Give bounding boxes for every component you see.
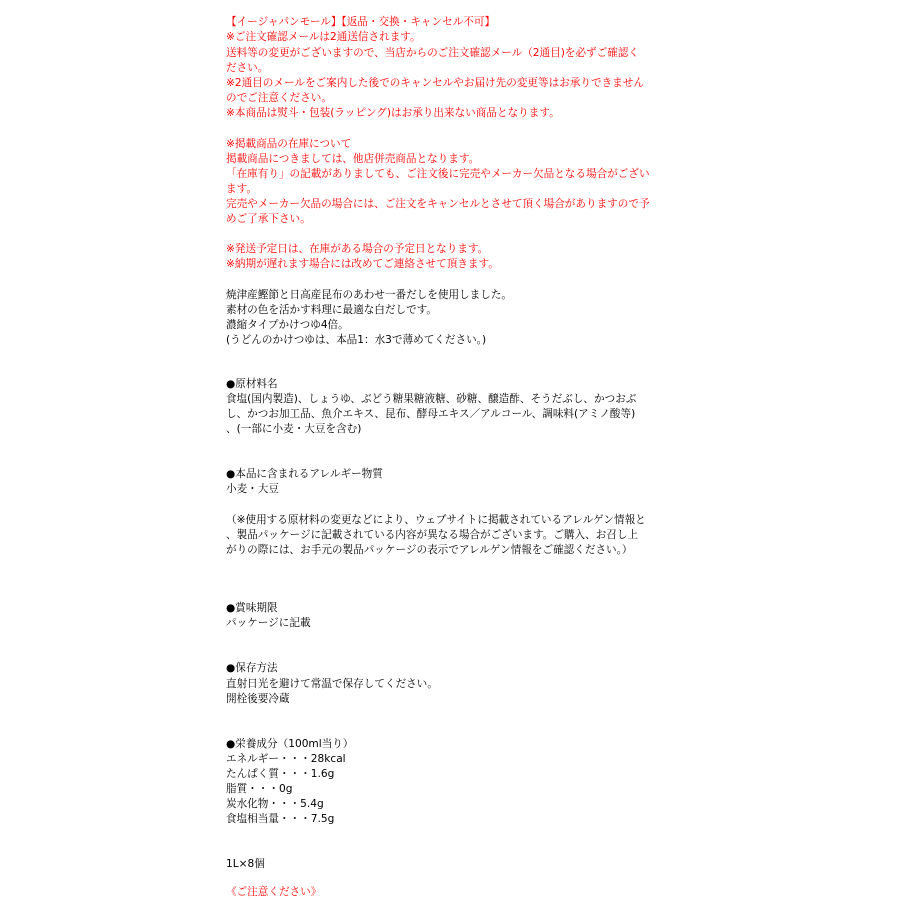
description-line: (うどんのかけつゆは、本品1：水3で薄めてください。): [226, 334, 487, 346]
stock-notice-line: 「在庫有り」の記載がありましても、ご注文後に完売やメーカー欠品となる場合がござい: [226, 168, 650, 180]
store-policy-line: 【イージャパンモール】【返品・交換・キャンセル不可】: [226, 16, 496, 28]
best-before-heading: ●賞味期限: [226, 602, 278, 614]
store-policy-line: ※2通目のメールをご案内した後でのキャンセルやお届け先の変更等はお承りできません: [226, 77, 644, 89]
storage-line: 直射日光を避けて常温で保存してください。: [226, 678, 438, 690]
shipping-notice-line: ※納期が遅れます場合には改めてご連絡させて頂きます。: [226, 258, 499, 270]
nutrition-line: 食塩相当量・・・7.5g: [226, 813, 335, 825]
store-policy-line: のでご注意ください。: [226, 92, 332, 104]
ingredients-line: 、(一部に小麦・大豆を含む): [226, 423, 362, 435]
ingredients-heading: ●原材料名: [226, 378, 278, 390]
nutrition-line: 炭水化物・・・5.4g: [226, 798, 324, 810]
storage-heading: ●保存方法: [226, 662, 278, 674]
description-line: 焼津産鰹節と日高産昆布のあわせ一番だしを使用しました。: [226, 289, 513, 301]
allergens-heading: ●本品に含まれるアレルギー物質: [226, 468, 383, 480]
store-policy-line: ※本商品は熨斗・包装(ラッピング)はお承り出来ない商品となります。: [226, 107, 560, 119]
stock-notice-line: 掲載商品につきましては、他店併売商品となります。: [226, 153, 480, 165]
best-before-value: パッケージに記載: [226, 617, 311, 629]
nutrition-line: たんぱく質・・・1.6g: [226, 768, 335, 780]
allergen-note-line: 、製品パッケージに記載されている内容が異なる場合がございます。ご購入、お召し上: [226, 529, 639, 541]
nutrition-line: 脂質・・・0g: [226, 783, 293, 795]
allergens-value: 小麦・大豆: [226, 483, 279, 495]
store-policy-line: ださい。: [226, 62, 269, 74]
description-line: 素材の色を活かす料理に最適な白だしです。: [226, 304, 438, 316]
allergen-note-line: がりの際には、お手元の製品パッケージの表示でアレルゲン情報をご確認ください。）: [226, 544, 633, 556]
caution-heading: 《ご注意ください》: [226, 886, 322, 898]
description-line: 濃縮タイプかけつゆ4倍。: [226, 319, 349, 331]
allergen-note-line: （※使用する原材料の変更などにより、ウェブサイトに掲載されているアレルゲン情報と: [226, 514, 646, 526]
nutrition-line: エネルギー・・・28kcal: [226, 753, 346, 765]
package-quantity: 1L×8個: [226, 858, 265, 870]
storage-line: 開栓後要冷蔵: [226, 693, 290, 705]
store-policy-line: ※ご注文確認メールは2通送信されます。: [226, 31, 421, 43]
stock-notice-line: 完売やメーカー欠品の場合には、ご注文をキャンセルとさせて頂く場合がありますので予: [226, 198, 650, 210]
nutrition-heading: ●栄養成分（100ml当り）: [226, 738, 354, 750]
shipping-notice-line: ※発送予定日は、在庫がある場合の予定日となります。: [226, 243, 489, 255]
store-policy-line: 送料等の変更がございますので、当店からのご注文確認メール（2通目)を必ずご確認く: [226, 47, 640, 59]
ingredients-line: し、かつお加工品、魚介エキス、昆布、酵母エキス／アルコール、調味料(アミノ酸等): [226, 408, 636, 420]
ingredients-line: 食塩(国内製造)、しょうゆ、ぶどう糖果糖液糖、砂糖、醸造酢、そうだぶし、かつおぶ: [226, 393, 637, 405]
stock-notice-line: ※掲載商品の在庫について: [226, 138, 352, 150]
stock-notice-line: ます。: [226, 183, 257, 195]
stock-notice-line: めご了承下さい。: [226, 213, 311, 225]
